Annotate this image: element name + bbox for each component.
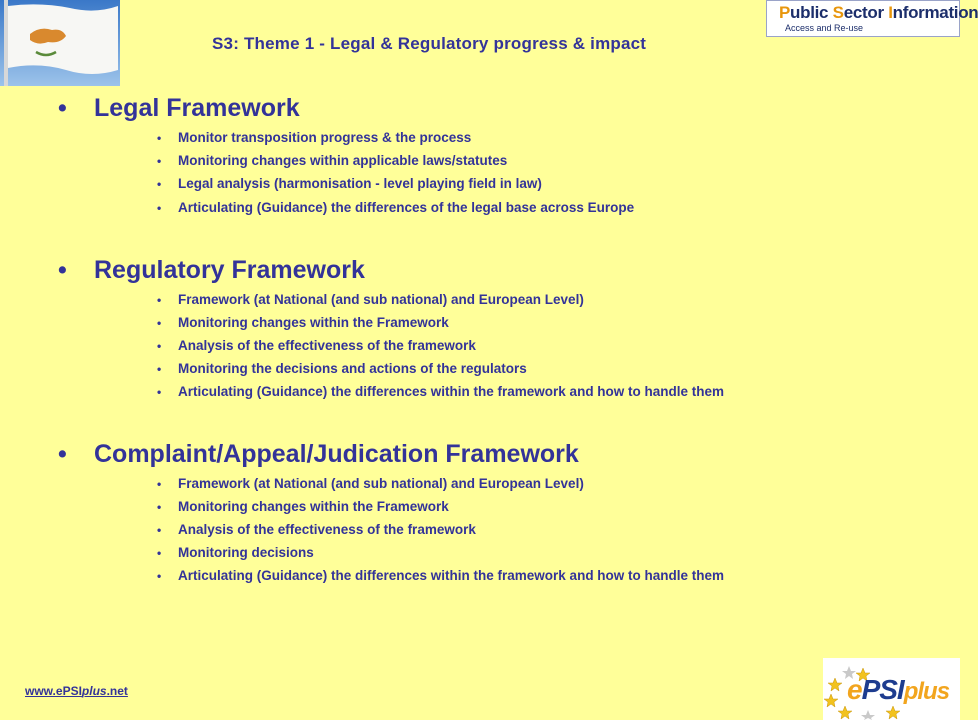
section-heading: • Legal Framework	[58, 94, 300, 122]
slide-title: S3: Theme 1 - Legal & Regulatory progress & impact	[212, 34, 647, 53]
list-item: • Framework (at National (and sub national) and European Level)	[157, 476, 584, 491]
list-item: • Monitoring decisions	[157, 545, 314, 560]
list-item: • Monitoring the decisions and actions of the regulators	[157, 361, 527, 376]
list-item: • Articulating (Guidance) the differences within the framework and how to handle them	[157, 384, 725, 399]
list-item: • Monitoring changes within applicable laws/statutes	[157, 153, 508, 168]
list-item: • Monitoring changes within the Framework	[157, 315, 449, 330]
list-item: • Articulating (Guidance) the differences within the framework and how to handle them	[157, 568, 725, 583]
section-heading: • Complaint/Appeal/Judication Framework	[58, 440, 579, 468]
list-item: • Articulating (Guidance) the differences of the legal base across Europe	[157, 200, 635, 215]
list-item: • Analysis of the effectiveness of the framework	[157, 338, 476, 353]
section-heading: • Regulatory Framework	[58, 256, 365, 284]
list-item: • Monitoring changes within the Framework	[157, 499, 449, 514]
epsiplus-website-link[interactable]: www.ePSIplus.net	[25, 684, 128, 698]
list-item: • Framework (at National (and sub national) and European Level)	[157, 292, 584, 307]
epsiplus-logo-text: ePSIplus	[847, 674, 950, 705]
epsiplus-logo	[823, 658, 960, 720]
psi-logo-subtitle: Access and Re-use	[785, 23, 864, 33]
psi-logo-title: Public Sector Information	[779, 3, 978, 22]
list-item: • Legal analysis (harmonisation - level playing field in law)	[157, 176, 542, 191]
list-item: • Analysis of the effectiveness of the framework	[157, 522, 476, 537]
list-item: • Monitor transposition progress & the process	[157, 130, 472, 145]
